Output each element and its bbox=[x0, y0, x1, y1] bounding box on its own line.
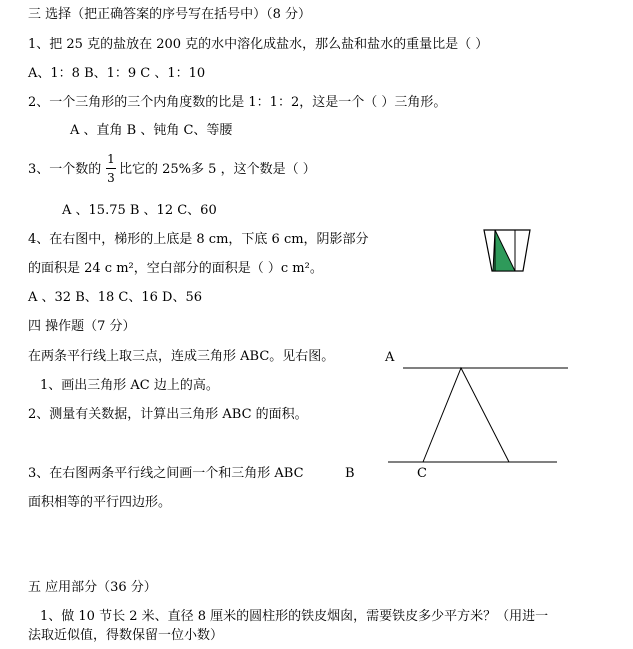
shaded-triangle bbox=[493, 230, 515, 271]
trapezoid-figure bbox=[482, 226, 542, 276]
question-3-3-options: A 、15.75 B 、12 C、60 bbox=[62, 203, 217, 218]
question-3-4-text-line1: 4、在右图中，梯形的上底是 8 cm，下底 6 cm，阴影部分 bbox=[28, 232, 369, 247]
point-c-label: C bbox=[417, 466, 427, 481]
parallel-lines-triangle-figure bbox=[385, 362, 585, 472]
question-3-3-suffix: 比它的 25%多 5 ，这个数是（ ） bbox=[119, 162, 316, 177]
fraction-bar bbox=[106, 168, 116, 169]
section-5-title: 五 应用部分（36 分） bbox=[28, 580, 157, 595]
question-3-4-text-line2: 的面积是 24 c m²，空白部分的面积是（ ）c m²。 bbox=[28, 261, 323, 276]
question-3-3-prefix: 3、一个数的 bbox=[28, 162, 102, 177]
section-5-question-1-line2: 法取近似值，得数保留一位小数） bbox=[28, 628, 224, 643]
section-4-question-3-line2: 面积相等的平行四边形。 bbox=[28, 495, 172, 510]
section-4-question-1: 1、画出三角形 AC 边上的高。 bbox=[40, 378, 219, 393]
section-3-title: 三 选择（把正确答案的序号写在括号中）（8 分） bbox=[28, 7, 312, 22]
section-5-question-1-line1: 1、做 10 节长 2 米、直径 8 厘米的圆柱形的铁皮烟囱，需要铁皮多少平方米？（用进一 bbox=[40, 609, 549, 624]
point-b-label: B bbox=[345, 466, 355, 481]
question-3-2-options: A 、直角 B 、钝角 C、等腰 bbox=[70, 123, 233, 138]
question-3-1-text: 1、把 25 克的盐放在 200 克的水中溶化成盐水，那么盐和盐水的重量比是（ ） bbox=[28, 37, 489, 52]
question-3-2-text: 2、一个三角形的三个内角度数的比是 1：1：2，这是一个（ ）三角形。 bbox=[28, 95, 447, 110]
section-4-title: 四 操作题（7 分） bbox=[28, 319, 136, 334]
section-4-intro: 在两条平行线上取三点，连成三角形 ABC。见右图。 bbox=[28, 349, 335, 364]
question-3-4-options: A 、32 B、18 C、16 D、56 bbox=[28, 290, 203, 305]
triangle-abc bbox=[423, 368, 509, 462]
fraction-denominator: 3 bbox=[107, 171, 115, 185]
fraction-numerator: 1 bbox=[107, 152, 115, 166]
point-a-label: A bbox=[385, 350, 395, 365]
section-4-question-2: 2、测量有关数据，计算出三角形 ABC 的面积。 bbox=[28, 407, 308, 422]
section-4-question-3-line1: 3、在右图两条平行线之间画一个和三角形 ABC bbox=[28, 466, 304, 481]
question-3-1-options: A、1：8 B、1：9 C 、1：10 bbox=[28, 66, 206, 81]
